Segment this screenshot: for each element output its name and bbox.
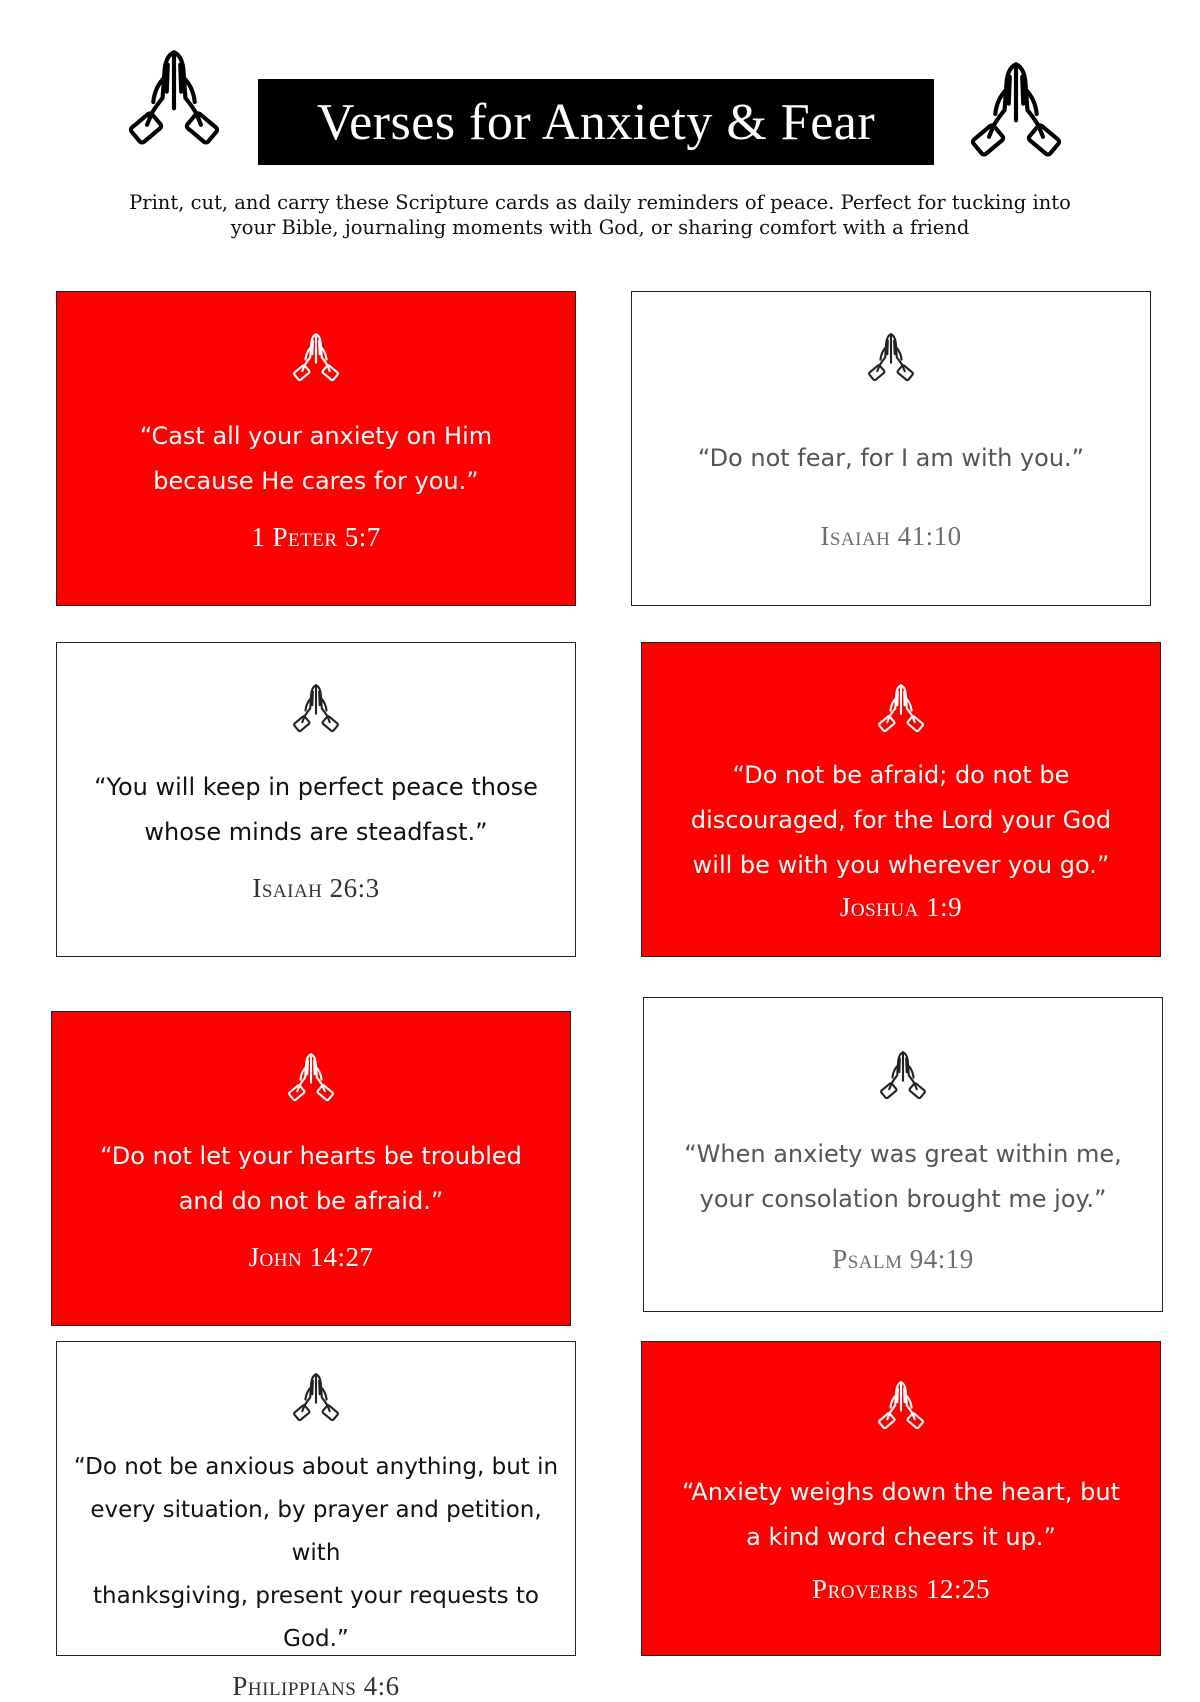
- verse-quote: [82, 765, 550, 855]
- praying-hands-icon: [284, 1050, 338, 1108]
- praying-hands-icon: [876, 1048, 930, 1106]
- quote-line: “Do not fear, for I am with you.”: [697, 444, 1085, 472]
- quote-line: “Cast all your anxiety on Him: [139, 422, 493, 450]
- page-subtitle: [60, 190, 1140, 240]
- verse-card: [56, 291, 576, 606]
- verse-quote: [670, 1470, 1132, 1560]
- quote-line: “Do not let your hearts be troubled: [100, 1142, 522, 1170]
- verse-card: [641, 1341, 1161, 1656]
- praying-hands-icon: [874, 681, 928, 739]
- verse-reference: Joshua 1:9: [839, 892, 963, 922]
- quote-line: because He cares for you.”: [153, 467, 479, 495]
- verse-card: [641, 642, 1161, 957]
- verse-reference: Isaiah 26:3: [252, 873, 380, 903]
- quote-line: “Anxiety weighs down the heart, but: [682, 1478, 1120, 1506]
- verse-quote: [686, 436, 1096, 481]
- quote-line: “You will keep in perfect peace those: [94, 773, 538, 801]
- title-banner: [258, 79, 934, 165]
- quote-line: a kind word cheers it up.”: [746, 1523, 1056, 1551]
- quote-line: whose minds are steadfast.”: [144, 818, 488, 846]
- praying-hands-icon: [864, 330, 918, 388]
- praying-hands-icon: [874, 1378, 928, 1436]
- praying-hands-icon: [289, 330, 343, 388]
- praying-hands-icon: [964, 56, 1068, 170]
- quote-line: and do not be afraid.”: [178, 1187, 444, 1215]
- subtitle-line: your Bible, journaling moments with God, or sharing comfort with a friend: [230, 216, 970, 239]
- verse-reference: Philippians 4:6: [232, 1671, 400, 1701]
- page-title: Verses for Anxiety & Fear: [316, 93, 876, 151]
- verse-card: [631, 291, 1151, 606]
- praying-hands-icon: [122, 44, 226, 158]
- quote-line: “Do not be anxious about anything, but in: [73, 1454, 559, 1480]
- verse-quote: [679, 753, 1123, 888]
- verse-quote: [57, 1446, 575, 1661]
- verse-reference: John 14:27: [248, 1242, 374, 1272]
- verse-card: [643, 997, 1163, 1312]
- praying-hands-icon: [289, 1370, 343, 1428]
- verse-reference: Isaiah 41:10: [820, 521, 962, 551]
- praying-hands-icon: [289, 681, 343, 739]
- verse-quote: [88, 1134, 534, 1224]
- verse-quote: [672, 1132, 1134, 1222]
- verse-card: [56, 1341, 576, 1701]
- quote-line: “Do not be afraid; do not be: [732, 761, 1070, 789]
- verse-card: [56, 642, 576, 957]
- subtitle-line: Print, cut, and carry these Scripture cards as daily reminders of peace. Perfect for tucking into: [129, 191, 1071, 214]
- quote-line: “When anxiety was great within me,: [684, 1140, 1122, 1168]
- verse-reference: 1 Peter 5:7: [251, 522, 381, 552]
- verse-card: [51, 1011, 571, 1326]
- quote-line: will be with you wherever you go.”: [692, 851, 1110, 879]
- verse-reference: Proverbs 12:25: [812, 1574, 990, 1604]
- quote-line: every situation, by prayer and petition, with: [90, 1497, 542, 1566]
- quote-line: your consolation brought me joy.”: [699, 1185, 1107, 1213]
- quote-line: thanksgiving, present your requests to God.”: [93, 1583, 539, 1652]
- quote-line: discouraged, for the Lord your God: [690, 806, 1112, 834]
- verse-quote: [128, 414, 504, 504]
- verse-reference: Psalm 94:19: [832, 1244, 974, 1274]
